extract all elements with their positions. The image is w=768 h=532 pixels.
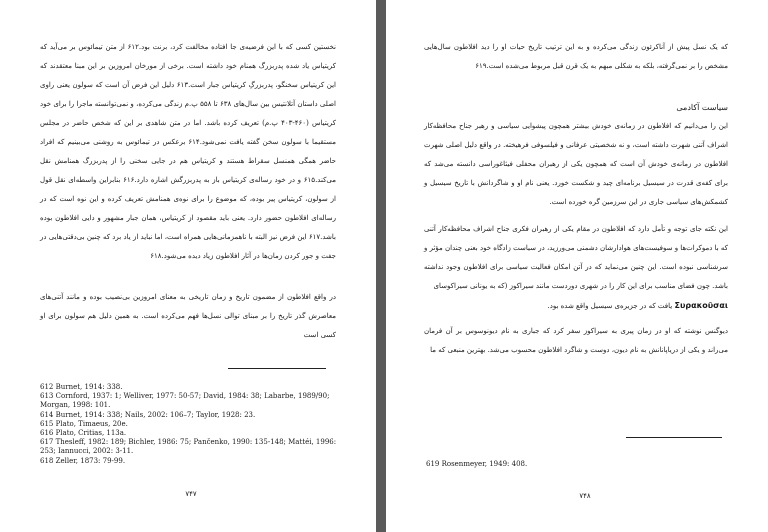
paragraph-gap	[40, 266, 336, 288]
footnote-616: 616 Plato, Critias, 113a.	[40, 429, 127, 438]
greek-term-line	[424, 296, 728, 316]
paragraph-gap	[424, 212, 728, 220]
right-intro-paragraph: که یک نسل پیش از آناکرئون زندگی می‌کرده و به این ترتیب تاریخ حیات او را دید افلاطون سال‌هایی مشخص را بر نمی‌گرفته، بلکه به شکلی مبهم به یک قرن قبل مربوط می‌شده است.۶۱۹	[424, 43, 728, 70]
footnote-612: 612 Burnet, 1914: 338.	[40, 383, 123, 391]
left-page-number: ۷۴۷	[185, 490, 197, 498]
footnote-613: 613 Cornford, 1937: 1; Welliver, 1977: 50-57; David, 1984: 38; Labarbe, 1989/90; Morgan, 1998: 101.	[40, 392, 330, 410]
footnote-618: 618 Zeller, 1873: 79-99.	[40, 456, 126, 465]
footnote-614: 614 Burnet, 1914: 338; Nails, 2002: 106–7; Taylor, 1928: 23.	[40, 410, 256, 419]
footnote-619: 619 Rosenmeyer, 1949: 408.	[426, 460, 528, 468]
left-footnote-rule	[228, 368, 326, 369]
right-footnotes	[426, 460, 726, 469]
right-footnote-rule	[626, 437, 722, 438]
footnote-617: 617 Thesleff, 1982: 189; Bichler, 1986: 75; Pančenko, 1990: 135-148; Mattéi, 1996: 253; Iannucci, 2002: 3-11.	[40, 438, 337, 456]
right-page-number: ۷۴۸	[579, 492, 591, 500]
left-page	[0, 0, 376, 532]
section-title: سیاست آکادمی	[676, 103, 728, 112]
right-paragraph-1: این را می‌دانیم که افلاطون در زمانه‌ی خودش بیشتر همچون پیشوایی سیاسی و رهبر جناح محافظه‌کار اشراف آتنی شهرت داشته است، و نه شخصیتی عرفانی و فیلسوفی فرهیخته. در واقع دلیل اصلی شهرت افلاطون در زمانه‌ی خودش آن است که همچون یکی از رهبران محفلی فیثاغوراسی دانسته می‌شد که برای کفه‌ی قدرت در سیسیل برنامه‌ای چید و شکست خورد. یعنی نام او و شاگردانش با تاریخ سیسیل و کشمکش‌های سیاسی جاری در این سرزمین گره خورده است.	[424, 122, 728, 206]
right-body-text	[424, 38, 728, 360]
footnote-615: 615 Plato, Timaeus, 20e.	[40, 419, 128, 428]
left-body-text	[40, 38, 336, 345]
left-paragraph-2: در واقع افلاطون از مضمون تاریخ و زمان تاریخی به معنای امروزین بی‌نصیب بوده و مانند آتنی‌های معاصرش گذر تاریخ را بر مبنای توالی نسل‌ها فهم می‌کرده است. به همین دلیل هم سولون برای او کسی است	[40, 293, 336, 339]
right-paragraph-3: دیوگنس نوشته که او در زمان پیری به سیراکوز سفر کرد که جباری به نام دیونوسوس بر آن فرمان می‌راند و یکی از دریاپانانش به نام دیون، دوست و شاگرد افلاطون محسوب می‌شد. بهترین منبعی که ما	[424, 327, 728, 354]
greek-term: Συρακοῦσαι	[674, 301, 728, 310]
right-paragraph-2: این نکته جای توجه و تأمل دارد که افلاطون در مقام یکی از رهبران فکری جناح اشراف محافظه‌کار آتنی که با دموکرات‌ها و سوفیست‌های هوادارشان دشمنی می‌ورزید، در سیاست زادگاه خود بعنی چندان مؤثر و سرشناسی نبوده است. این چنین می‌نماید که در آتن امکان فعالیت سیاسی برای افلاطون وجود نداشته باشد. چون فضای مناسب برای این کار را در شهری دوردست مانند سیراکوز (که به یونانی سیراکوسای	[424, 225, 728, 290]
section-gap	[424, 76, 728, 98]
left-footnotes	[40, 383, 340, 466]
term-suffix: یافت که در جزیره‌ی سیسیل واقع شده بود.	[547, 302, 673, 310]
left-paragraph-1: نخستین کسی که با این فرضیه‌ی جا افتاده مخالفت کرد، برنت بود.۶۱۲ از متن تیمائوس بر می‌آید که کریتیاس یاد شده پدربزرگ همنام خود داشته است. برخی از مورخان امروزین بر این مبنا معتقدند که این کریتیاس سخنگو، پدربزرگِ کریتیاس جبار است.۶۱۳ دلیل این فرض آن است که سولون یعنی راوی اصلی داستان آتلانتیس بین سال‌های ۶۳۸ تا ۵۵۸ پ.م زندگی می‌کرده، و نمی‌توانسته ماجرا را برای خود کریتیاس (۴۶۰-۴۰۳ پ.م) تعریف کرده باشد. اما در متن شاهدی بر این که شخص حاضر در مجلس مستقیما با سولون سخن گفته یافت نمی‌شود.۶۱۴ برعکس در تیمائوس به روشنی می‌بینیم که افراد حاضر همگی همنسل سقراط هستند و کریتیاس هم در جایی سخنی را از پدربزرگ همنامش نقل می‌کند.۶۱۵ و در خود رساله‌ی کریتیاس باز به پدربزرگش اشاره دارد.۶۱۶ بنابراین واسطه‌ای نقل قول از سولون، کریتیاس پیر بوده، که موضوع را برای نوه‌ی همنامش تعریف کرده و این نوه است که در رساله‌ای افلاطون حضور دارد. یعنی باید مقصود از کریتیاس، همان جبار مشهور و دایی افلاطون بوده باشد.۶۱۷ این فرض نیز البته با ناهمزمانی‌هایی همراه است، اما نباید از یاد برد که چنین بی‌دقتی‌هایی در جفت و جور کردن زمان‌ها در آثار افلاطون زیاد دیده می‌شود.۶۱۸	[40, 43, 336, 260]
right-page	[386, 0, 768, 532]
